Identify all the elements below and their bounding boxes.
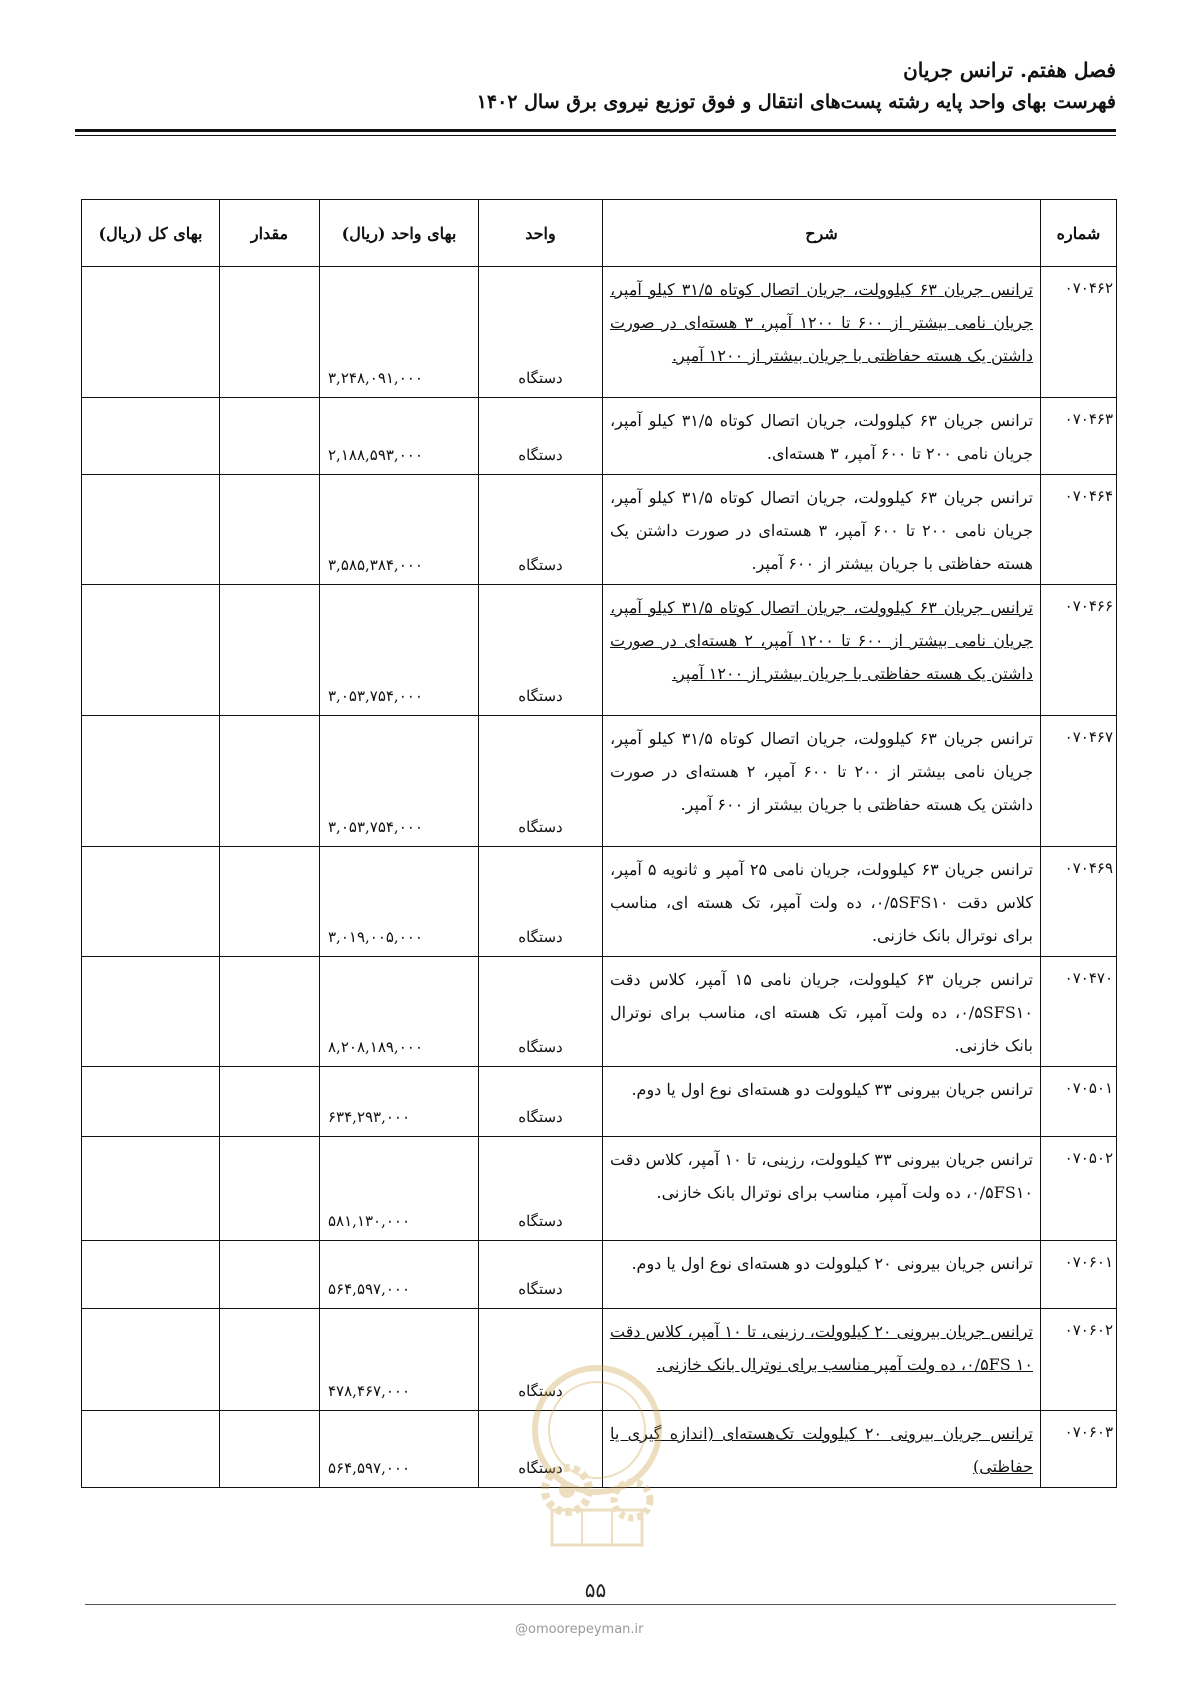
row-description-text: ترانس جریان ۶۳ کیلوولت، جریان اتصال کوتاه ۳۱/۵ کیلو آمپر، جریان نامی بیشتر از ۶۰۰ تا ۱۲۰۰ آمپر، ۲ هسته‌ای در صورت داشتن یک هسته حفاظتی با جریان بیشتر از ۱۲۰۰ آمپر. (610, 598, 1034, 683)
row-description-text: ترانس جریان بیرونی ۲۰ کیلوولت تک‌هسته‌ای (اندازه گیری یا حفاظتی) (610, 1424, 1033, 1476)
row-unit-price: ۳,۵۸۵,۳۸۴,۰۰۰ (320, 475, 479, 585)
row-description (603, 1137, 1041, 1241)
row-description (603, 267, 1041, 398)
row-code: ۰۷۰۵۰۱ (1041, 1067, 1117, 1137)
row-total-price (82, 716, 220, 847)
price-list-title: فهرست بهای واحد پایه رشته پست‌های انتقال و فوق توزیع نیروی برق سال ۱۴۰۲ (476, 91, 1116, 113)
row-quantity (220, 957, 320, 1067)
row-total-price (82, 1241, 220, 1309)
row-quantity (220, 398, 320, 475)
row-code: ۰۷۰۵۰۲ (1041, 1137, 1117, 1241)
row-description (603, 716, 1041, 847)
row-quantity (220, 1241, 320, 1309)
row-quantity (220, 847, 320, 957)
row-description (603, 1067, 1041, 1137)
row-code: ۰۷۰۴۷۰ (1041, 957, 1117, 1067)
row-unit: دستگاه (479, 957, 603, 1067)
header-rule-thick (75, 129, 1116, 132)
row-quantity (220, 716, 320, 847)
table-row (82, 398, 1117, 475)
header-unit-price: بهای واحد (ریال) (320, 200, 479, 267)
row-total-price (82, 1137, 220, 1241)
header-unit: واحد (479, 200, 603, 267)
table-row (82, 847, 1117, 957)
row-code: ۰۷۰۶۰۱ (1041, 1241, 1117, 1309)
row-total-price (82, 1411, 220, 1488)
row-unit: دستگاه (479, 475, 603, 585)
page-header (75, 55, 1116, 119)
row-description-text: ترانس جریان بیرونی ۳۳ کیلوولت دو هسته‌ای نوع اول یا دوم. (631, 1080, 1033, 1099)
row-quantity (220, 475, 320, 585)
row-total-price (82, 1067, 220, 1137)
header-total-price: بهای کل (ریال) (82, 200, 220, 267)
row-unit: دستگاه (479, 1137, 603, 1241)
row-unit: دستگاه (479, 716, 603, 847)
row-unit: دستگاه (479, 585, 603, 716)
row-unit-price: ۳,۰۵۳,۷۵۴,۰۰۰ (320, 716, 479, 847)
row-description (603, 1241, 1041, 1309)
header-description: شرح (603, 200, 1041, 267)
row-code: ۰۷۰۶۰۲ (1041, 1309, 1117, 1411)
row-description (603, 398, 1041, 475)
row-unit: دستگاه (479, 398, 603, 475)
row-unit: دستگاه (479, 267, 603, 398)
row-unit-price: ۳,۰۵۳,۷۵۴,۰۰۰ (320, 585, 479, 716)
row-quantity (220, 1411, 320, 1488)
row-unit: دستگاه (479, 1309, 603, 1411)
row-code: ۰۷۰۴۶۹ (1041, 847, 1117, 957)
row-code: ۰۷۰۴۶۲ (1041, 267, 1117, 398)
row-description-text: ترانس جریان ۶۳ کیلوولت، جریان اتصال کوتاه ۳۱/۵ کیلو آمپر، جریان نامی ۲۰۰ تا ۶۰۰ آمپر، ۳ هسته‌ای. (610, 411, 1034, 463)
table-row (82, 475, 1117, 585)
row-total-price (82, 475, 220, 585)
row-description (603, 847, 1041, 957)
row-code: ۰۷۰۴۶۳ (1041, 398, 1117, 475)
table-row (82, 585, 1117, 716)
row-code: ۰۷۰۴۶۴ (1041, 475, 1117, 585)
table-row (82, 1241, 1117, 1309)
row-unit-price: ۵۶۴,۵۹۷,۰۰۰ (320, 1411, 479, 1488)
row-quantity (220, 267, 320, 398)
row-description (603, 957, 1041, 1067)
row-description-text: ترانس جریان ۶۳ کیلوولت، جریان اتصال کوتاه ۳۱/۵ کیلو آمپر، جریان نامی بیشتر از ۲۰۰ تا ۶۰۰ آمپر، ۲ هسته‌ای در صورت داشتن یک هسته حفاظتی با جریان بیشتر از ۶۰۰ آمپر. (610, 729, 1034, 814)
header-rule-thin (75, 135, 1116, 136)
row-total-price (82, 1309, 220, 1411)
row-total-price (82, 398, 220, 475)
row-description (603, 585, 1041, 716)
header-code: شماره (1041, 200, 1117, 267)
row-total-price (82, 585, 220, 716)
row-total-price (82, 957, 220, 1067)
row-unit-price: ۵۸۱,۱۳۰,۰۰۰ (320, 1137, 479, 1241)
row-unit-price: ۲,۱۸۸,۵۹۳,۰۰۰ (320, 398, 479, 475)
row-quantity (220, 1137, 320, 1241)
row-description-text: ترانس جریان بیرونی ۳۳ کیلوولت، رزینی، تا ۱۰ آمپر، کلاس دقت ۰/۵FS۱۰، ده ولت آمپر، مناسب برای نوترال بانک خازنی. (610, 1150, 1033, 1202)
row-description-text: ترانس جریان بیرونی ۲۰ کیلوولت، رزینی، تا ۱۰ آمپر، کلاس دقت ۰/۵FS ۱۰، ده ولت آمپر مناسب برای نوترال بانک خازنی. (610, 1322, 1033, 1374)
row-total-price (82, 267, 220, 398)
row-unit-price: ۴۷۸,۴۶۷,۰۰۰ (320, 1309, 479, 1411)
watermark-url: @omoorepeyman.ir (515, 1622, 644, 1637)
chapter-title: فصل هفتم. ترانس جریان (903, 58, 1116, 82)
row-quantity (220, 585, 320, 716)
table-header-row (82, 200, 1117, 267)
row-unit-price: ۵۶۴,۵۹۷,۰۰۰ (320, 1241, 479, 1309)
row-total-price (82, 847, 220, 957)
row-code: ۰۷۰۴۶۷ (1041, 716, 1117, 847)
row-unit-price: ۶۳۴,۲۹۳,۰۰۰ (320, 1067, 479, 1137)
row-quantity (220, 1309, 320, 1411)
row-code: ۰۷۰۴۶۶ (1041, 585, 1117, 716)
row-code: ۰۷۰۶۰۳ (1041, 1411, 1117, 1488)
footer-rule (85, 1604, 1116, 1605)
row-unit-price: ۳,۰۱۹,۰۰۵,۰۰۰ (320, 847, 479, 957)
watermark-seal (512, 1360, 682, 1550)
row-description-text: ترانس جریان بیرونی ۲۰ کیلوولت دو هسته‌ای نوع اول یا دوم. (631, 1254, 1033, 1273)
row-description-text: ترانس جریان ۶۳ کیلوولت، جریان نامی ۲۵ آمپر و ثانویه ۵ آمپر، کلاس دقت ۰/۵SFS۱۰، ده ولت آمپر، تک هسته ای، مناسب برای نوترال بانک خازنی. (610, 860, 1034, 945)
row-unit: دستگاه (479, 1067, 603, 1137)
table-row (82, 716, 1117, 847)
row-unit: دستگاه (479, 847, 603, 957)
table-row (82, 957, 1117, 1067)
table-row (82, 267, 1117, 398)
table-body (82, 267, 1117, 1488)
table-row (82, 1137, 1117, 1241)
price-table (81, 199, 1117, 1488)
header-quantity: مقدار (220, 200, 320, 267)
row-description-text: ترانس جریان ۶۳ کیلوولت، جریان نامی ۱۵ آمپر، کلاس دقت ۰/۵SFS۱۰، ده ولت آمپر، تک هسته ای، مناسب برای نوترال بانک خازنی. (610, 970, 1033, 1055)
row-description-text: ترانس جریان ۶۳ کیلوولت، جریان اتصال کوتاه ۳۱/۵ کیلو آمپر، جریان نامی ۲۰۰ تا ۶۰۰ آمپر، ۳ هسته‌ای در صورت داشتن یک هسته حفاظتی با جریان بیشتر از ۶۰۰ آمپر. (610, 488, 1034, 573)
row-quantity (220, 1067, 320, 1137)
row-unit-price: ۳,۲۴۸,۰۹۱,۰۰۰ (320, 267, 479, 398)
row-unit-price: ۸,۲۰۸,۱۸۹,۰۰۰ (320, 957, 479, 1067)
page-number: ۵۵ (584, 1578, 607, 1602)
table-row (82, 1067, 1117, 1137)
row-unit: دستگاه (479, 1411, 603, 1488)
row-description (603, 475, 1041, 585)
row-unit: دستگاه (479, 1241, 603, 1309)
row-description-text: ترانس جریان ۶۳ کیلوولت، جریان اتصال کوتاه ۳۱/۵ کیلو آمپر، جریان نامی بیشتر از ۶۰۰ تا ۱۲۰۰ آمپر، ۳ هسته‌ای در صورت داشتن یک هسته حفاظتی با جریان بیشتر از ۱۲۰۰ آمپر. (610, 280, 1034, 365)
